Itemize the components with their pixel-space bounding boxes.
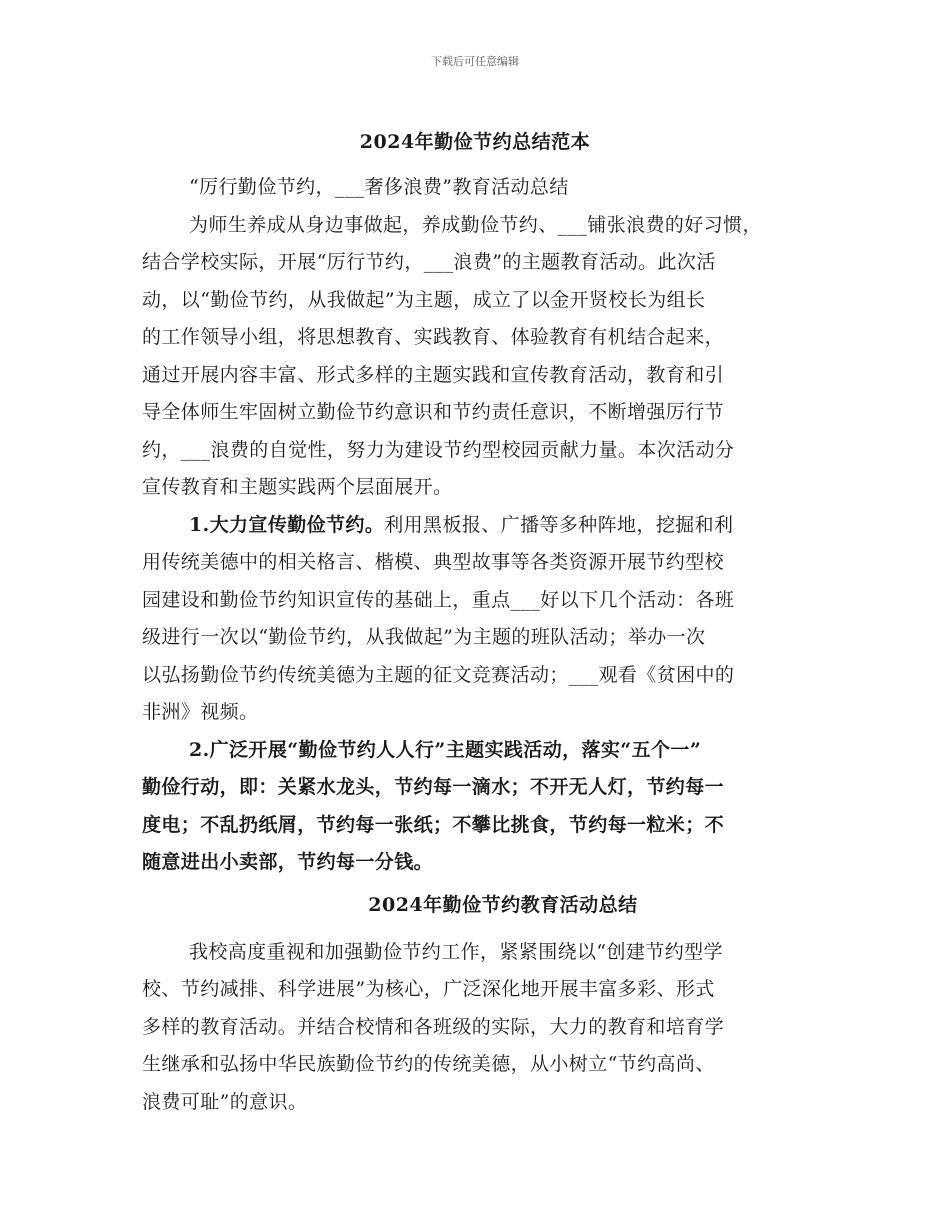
paragraph-line: 为师生养成从身边事做起，养成勤俭节约、___铺张浪费的好习惯，: [189, 214, 762, 236]
section2-line: 勤俭行动，即：关紧水龙头，节约每一滴水；不开无人灯，节约每一: [142, 776, 725, 798]
paragraph-line: 生继承和弘扬中华民族勤俭节约的传统美德，从小树立“节约高尚、: [142, 1053, 715, 1075]
paragraph-line: 通过开展内容丰富、形式多样的主题实践和宣传教育活动，教育和引: [142, 364, 725, 386]
paragraph-line: 导全体师生牢固树立勤俭节约意识和节约责任意识，不断增强厉行节: [142, 401, 725, 423]
paragraph-line: 以弘扬勤俭节约传统美德为主题的征文竞赛活动；___观看《贫困中的: [142, 664, 735, 686]
paragraph-line: 结合学校实际，开展“厉行节约，___浪费”的主题教育活动。此次活: [142, 251, 716, 273]
paragraph-line: 宣传教育和主题实践两个层面展开。: [142, 476, 453, 498]
paragraph-line: 用传统美德中的相关格言、楷模、典型故事等各类资源开展节约型校: [142, 551, 725, 573]
header-note: 下载后可任意编辑: [431, 55, 519, 68]
paragraph-line: 园建设和勤俭节约知识宣传的基础上，重点___好以下几个活动：各班: [142, 589, 735, 611]
section1-heading: 1.大力宣传勤俭节约。: [189, 514, 385, 536]
section2-line: 2.广泛开展“勤俭节约人人行”主题实践活动，落实“五个一”: [189, 739, 702, 761]
paragraph-line: 我校高度重视和加强勤俭节约工作，紧紧围绕以“创建节约型学: [189, 941, 723, 963]
section1-text: 利用黑板报、广播等多种阵地，挖掘和利: [384, 514, 734, 536]
document-title: 2024年勤俭节约总结范本: [359, 131, 591, 153]
section2-line: 度电；不乱扔纸屑，节约每一张纸；不攀比挑食，节约每一粒米；不: [142, 814, 725, 836]
paragraph-line: 校、节约减排、科学进展”为核心，广泛深化地开展丰富多彩、形式: [142, 978, 715, 1000]
paragraph-line: 约，___浪费的自觉性，努力为建设节约型校园贡献力量。本次活动分: [142, 439, 735, 461]
paragraph-line: 动，以“勤俭节约，从我做起”为主题，成立了以金开贤校长为组长: [142, 289, 706, 311]
paragraph-line: 非洲》视频。: [142, 701, 259, 723]
paragraph-line: 浪费可耻”的意识。: [142, 1091, 308, 1113]
section1-line: [189, 510, 814, 540]
section2-line: 随意进出小卖部，节约每一分钱。: [142, 851, 434, 873]
paragraph-line: 的工作领导小组，将思想教育、实践教育、体验教育有机结合起来，: [142, 326, 725, 348]
paragraph-line: 级进行一次以“勤俭节约，从我做起”为主题的班队活动；举办一次: [142, 626, 706, 648]
paragraph-line: 多样的教育活动。并结合校情和各班级的实际，大力的教育和培育学: [142, 1016, 725, 1038]
subtitle-line: “厉行勤俭节约，___奢侈浪费”教育活动总结: [189, 176, 569, 198]
section-title: 2024年勤俭节约教育活动总结: [368, 894, 638, 916]
